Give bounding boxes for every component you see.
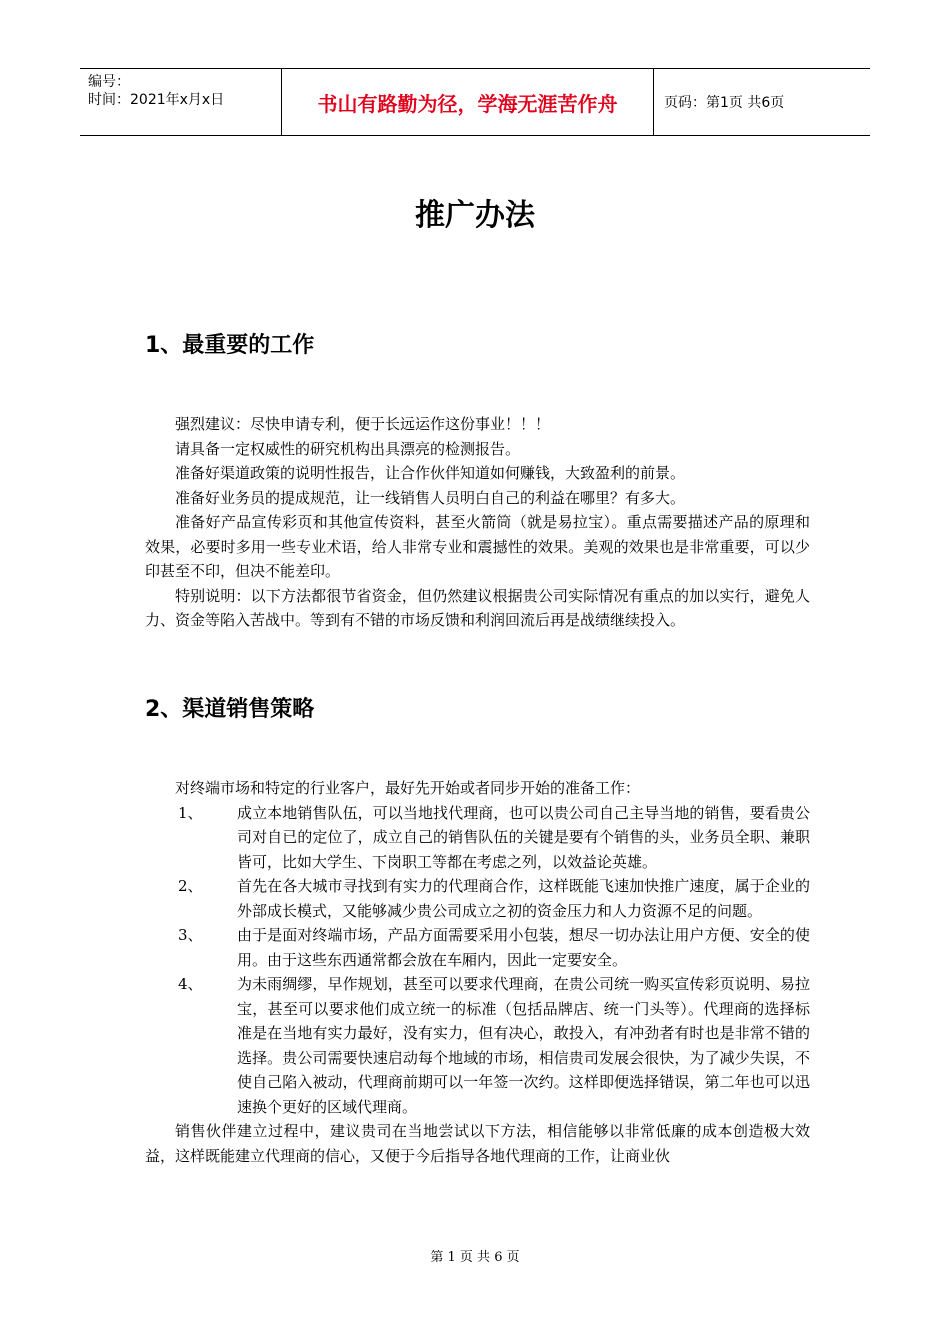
list-item-text: 由于是面对终端市场，产品方面需要采用小包装，想尽一切办法让用户方便、安全的使用。由于这些东西通常都会放在车厢内，因此一定要安全。 bbox=[237, 926, 810, 969]
list-item-number: 4、 bbox=[178, 975, 203, 993]
header-table bbox=[80, 68, 870, 136]
section-2-heading: 2、渠道销售策略 bbox=[145, 697, 315, 722]
header-motto: 书山有路勤为径，学海无涯苦作舟 bbox=[282, 69, 654, 135]
list-item-number: 1、 bbox=[178, 803, 203, 822]
list-item-text: 首先在各大城市寻找到有实力的代理商合作，这样既能飞速加快推广速度，属于企业的外部成长模式，又能够减少贵公司成立之初的资金压力和人力资源不足的问题。 bbox=[237, 877, 810, 920]
section-2-outro: 销售伙伴建立过程中，建议贵司在当地尝试以下方法，相信能够以非常低廉的成本创造极大效益，这样既能建立代理商的信心，又便于今后指导各地代理商的工作，让商业伙 bbox=[145, 1122, 810, 1165]
document-date-label: 时间：2021年x月x日 bbox=[88, 92, 225, 108]
paragraph: 请具备一定权威性的研究机构出具漂亮的检测报告。 bbox=[175, 439, 521, 458]
paragraph: 准备好业务员的提成规范，让一线销售人员明白自己的利益在哪里？有多大。 bbox=[175, 488, 686, 507]
section-2-body bbox=[145, 776, 810, 1168]
list-item bbox=[145, 923, 810, 972]
header-left-cell bbox=[80, 69, 282, 135]
document-number-label: 编号： bbox=[88, 74, 130, 90]
list-item-number: 3、 bbox=[178, 926, 203, 944]
page-footer: 第 1 页 共 6 页 bbox=[430, 1250, 520, 1265]
section-2-intro: 对终端市场和特定的行业客户，最好先开始或者同步开始的准备工作： bbox=[175, 779, 641, 797]
list-item-text: 成立本地销售队伍，可以当地找代理商，也可以贵公司自己主导当地的销售，要看贵公司对自已的定位了，成立自己的销售队伍的关键是要有个销售的头，业务员全职、兼职皆可，比如大学生、下岗职工等都在考虑之列，以效益论英雄。 bbox=[237, 803, 810, 871]
paragraph: 准备好渠道政策的说明性报告，让合作伙伴知道如何赚钱，大致盈利的前景。 bbox=[175, 464, 686, 482]
page-title: 推广办法 bbox=[415, 198, 535, 233]
paragraph: 准备好产品宣传彩页和其他宣传资料，甚至火箭筒（就是易拉宝）。重点需要描述产品的原理和效果，必要时多用一些专业术语，给人非常专业和震撼性的效果。美观的效果也是非常重要，可以少印甚至不印，但决不能差印。 bbox=[145, 513, 810, 580]
list-item bbox=[145, 801, 810, 875]
header-page-label: 页码：第1页 共6页 bbox=[664, 95, 785, 111]
list-item-number: 2、 bbox=[178, 877, 203, 895]
paragraph: 强烈建议：尽快申请专利，便于长远运作这份事业！！！ bbox=[175, 415, 551, 433]
section-1-heading: 1、最重要的工作 bbox=[145, 333, 315, 358]
section-1-body bbox=[145, 412, 810, 633]
list-item bbox=[145, 972, 810, 1119]
list-item bbox=[145, 874, 810, 923]
paragraph: 特别说明：以下方法都很节省资金，但仍然建议根据贵公司实际情况有重点的加以实行，避免人力、资金等陷入苦战中。等到有不错的市场反馈和利润回流后再是战绩继续投入。 bbox=[145, 586, 810, 629]
list-item-text: 为未雨绸缪，早作规划，甚至可以要求代理商，在贵公司统一购买宣传彩页说明、易拉宝，甚至可以要求他们成立统一的标准（包括品牌店、统一门头等）。代理商的选择标准是在当地有实力最好，没有实力，但有决心，敢投入，有冲劲者有时也是非常不错的选择。贵公司需要快速启动每个地域的市场，相信贵司发展会很快，为了减少失误，不使自己陷入被动，代理商前期可以一年签一次约。这样即便选择错误，第二年也可以迅速换个更好的区域代理商。 bbox=[237, 975, 810, 1116]
